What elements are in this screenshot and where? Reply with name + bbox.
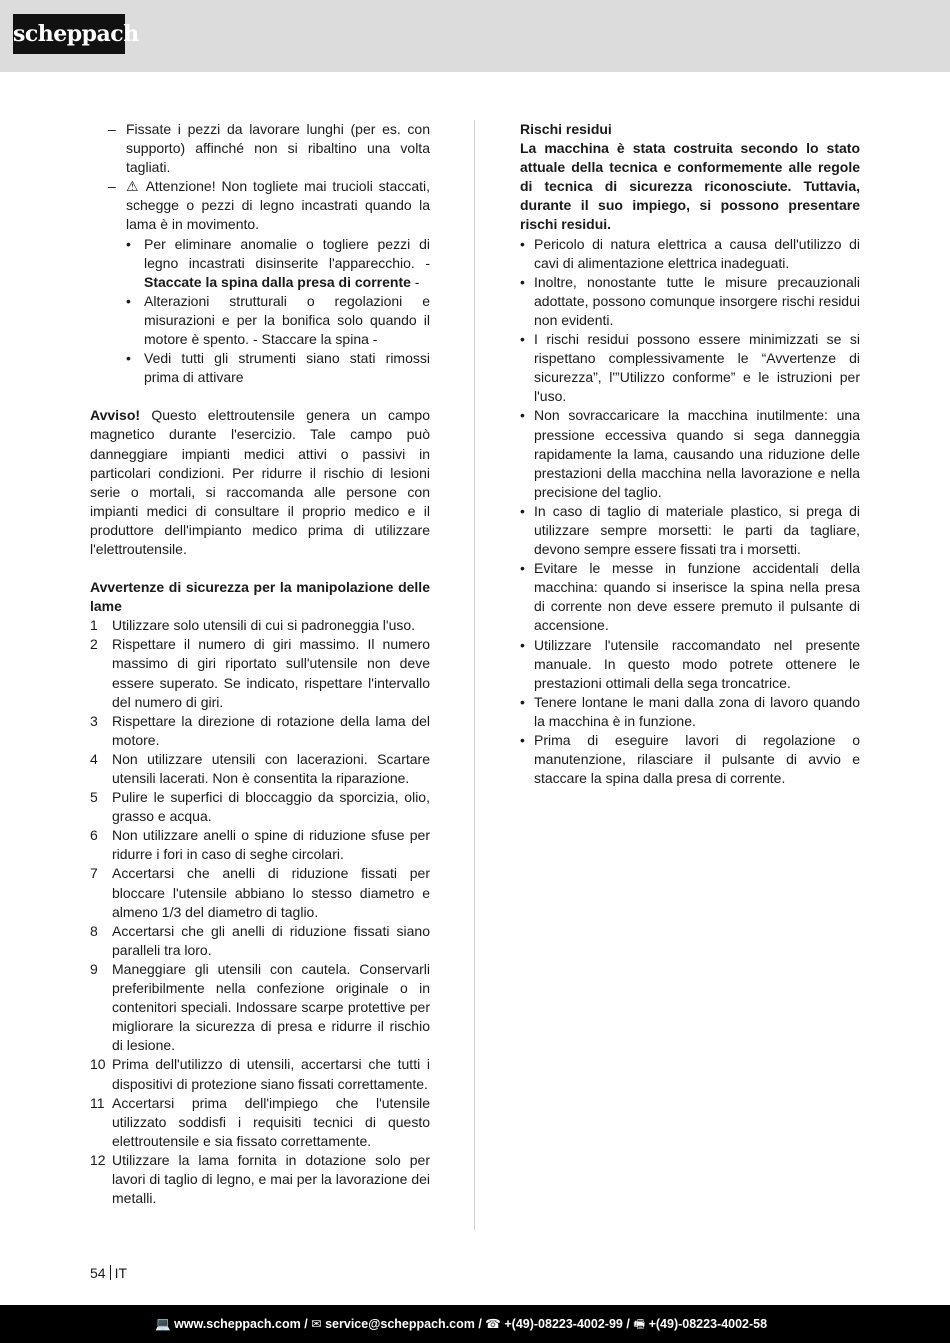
right-column [520, 120, 860, 788]
list-item: – ⚠ Attenzione! Non togliete mai trucioli staccati, schegge o pezzi di legno incastrati quando la lama è in movimento. [108, 178, 430, 233]
list-item: 11 Accertarsi prima dell'impiego che l'utensile utilizzato soddisfi i requisiti tecnici di questo elettroutensile e sia fissato correttamente. [90, 1094, 430, 1149]
sub-list-item: • Alterazioni strutturali o regolazioni e misurazioni e per la bonifica solo quando il motore è spento. - Staccare la spina - [126, 292, 430, 348]
computer-icon: 💻 [155, 1317, 171, 1331]
list-item: 2 Rispettare il numero di giri massimo. Il numero massimo di giri riportato sull'utensile non deve essere superato. Se indicato, rispettare l'intervallo del numero di giri. [90, 636, 430, 710]
list-item: 5 Pulire le superfici di bloccaggio da sporcizia, olio, grasso e acqua. [90, 789, 430, 825]
section-heading: Avvertenze di sicurezza per la manipolazione delle lame [90, 579, 430, 615]
list-item: • Tenere lontane le mani dalla zona di lavoro quando la macchina è in funzione. [520, 693, 860, 729]
numbered-list [90, 616, 430, 1208]
list-item: • I rischi residui possono essere minimizzati se si rispettano complessivamente le “Avvertenze di sicurezza”, l'”Utilizzo conforme” e le istruzioni per l'uso. [520, 331, 860, 405]
list-item: • Utilizzare l'utensile raccomandato nel presente manuale. In questo modo potrete ottenere le prestazioni ottimali della sega troncatrice. [520, 636, 860, 691]
list-item: 10 Prima dell'utilizzo di utensili, accertarsi che tutti i dispositivi di protezione siano fissati correttamente. [90, 1056, 430, 1092]
list-item: 3 Rispettare la direzione di rotazione della lama del motore. [90, 712, 430, 748]
left-column [90, 120, 430, 1208]
phone-number: +(49)-08223-4002-99 [504, 1317, 623, 1331]
footer-contacts: 💻 www.scheppach.com / ✉ service@scheppach.com / ☎ +(49)-08223-4002-99 / 🖷 +(49)-08223-4002-58 [155, 1317, 768, 1331]
list-item: 7 Accertarsi che anelli di riduzione fissati per bloccare l'utensile abbiano lo stesso diametro e almeno 1/3 del diametro di taglio. [90, 865, 430, 920]
notice-paragraph: Avviso! Questo elettroutensile genera un campo magnetico durante l'esercizio. Tale campo può danneggiare impianti medici attivi o passivi in particolari condizioni. Per ridurre il rischio di lesioni serie o mortali, si raccomanda alle persone con impianti medici di consultare il proprio medico e il produttore dell'impianto medico prima di utilizzare l'elettroutensile. [90, 407, 430, 557]
notice-label: Avviso! [90, 407, 141, 424]
section-heading: Rischi residui [520, 121, 612, 137]
section-intro: La macchina è stata costruita secondo lo stato attuale della tecnica e conformemente alle regole di tecnica di sicurezza riconosciute. Tuttavia, durante il suo impiego, si possono presentare rischi residui. [520, 140, 860, 233]
list-item: 8 Accertarsi che gli anelli di riduzione fissati siano paralleli tra loro. [90, 922, 430, 958]
page-separator [110, 1265, 111, 1280]
list-item: – Fissate i pezzi da lavorare lunghi (per es. con supporto) affinché non si ribaltino una volta tagliati. [108, 121, 430, 176]
mail-icon: ✉ [311, 1317, 322, 1331]
phone-icon: ☎ [485, 1317, 501, 1331]
fax-number: +(49)-08223-4002-58 [648, 1317, 768, 1331]
list-item: 6 Non utilizzare anelli o spine di riduzione sfuse per ridurre i fori in caso di seghe circolari. [90, 827, 430, 863]
list-item: 4 Non utilizzare utensili con lacerazioni. Scartare utensili lacerati. Non è consentita la riparazione. [90, 750, 430, 786]
list-item: • In caso di taglio di materiale plastico, si prega di utilizzare sempre morsetti: le parti da tagliare, devono sempre essere fissati tra i morsetti. [520, 502, 860, 558]
page-number: 54 IT [90, 1265, 128, 1281]
header-bar [0, 0, 950, 72]
fax-icon: 🖷 [633, 1317, 646, 1331]
sub-list-item: • Per eliminare anomalie o togliere pezzi di legno incastrati disinserite l'apparecchio. - Staccate la spina dalla presa di corrente - [126, 235, 430, 290]
footer-bar [0, 1305, 950, 1343]
list-item: 9 Maneggiare gli utensili con cautela. Conservarli preferibilmente nella confezione originale o in contenitori speciali. Indossare scarpe protettive per migliorare la sicurezza di presa e ridurre il rischio di lesione. [90, 960, 430, 1054]
list-item: • Prima di eseguire lavori di regolazione o manutenzione, rilasciare il pulsante di avvio e staccare la spina dalla presa di corrente. [520, 732, 860, 787]
list-item: • Non sovraccaricare la macchina inutilmente: una pressione eccessiva quando si sega danneggia rapidamente la lama, causando una riduzione delle prestazioni della macchina nella lavorazione e nella precisione del taglio. [520, 407, 860, 500]
list-item: • Pericolo di natura elettrica a causa dell'utilizzo di cavi di alimentazione elettrica inadeguati. [520, 235, 860, 271]
scheppach-logo: scheppach [13, 14, 125, 54]
website-link[interactable]: www.scheppach.com [174, 1317, 301, 1331]
column-divider [474, 120, 475, 1230]
sub-list-item: • Vedi tutti gli strumenti siano stati rimossi prima di attivare [126, 350, 430, 386]
email-link[interactable]: service@scheppach.com [325, 1317, 475, 1331]
list-item: • Inoltre, nonostante tutte le misure precauzionali adottate, possono comunque insorgere rischi residui non evidenti. [520, 273, 860, 328]
list-item: • Evitare le messe in funzione accidentali della macchina: quando si inserisce la spina nella presa di corrente non deve essere premuto il pulsante di accensione. [520, 560, 860, 634]
list-item: 12 Utilizzare la lama fornita in dotazione solo per lavori di taglio di legno, e mai per la lavorazione dei metalli. [90, 1151, 430, 1207]
list-item: 1 Utilizzare solo utensili di cui si padroneggia l'uso. [90, 617, 416, 634]
